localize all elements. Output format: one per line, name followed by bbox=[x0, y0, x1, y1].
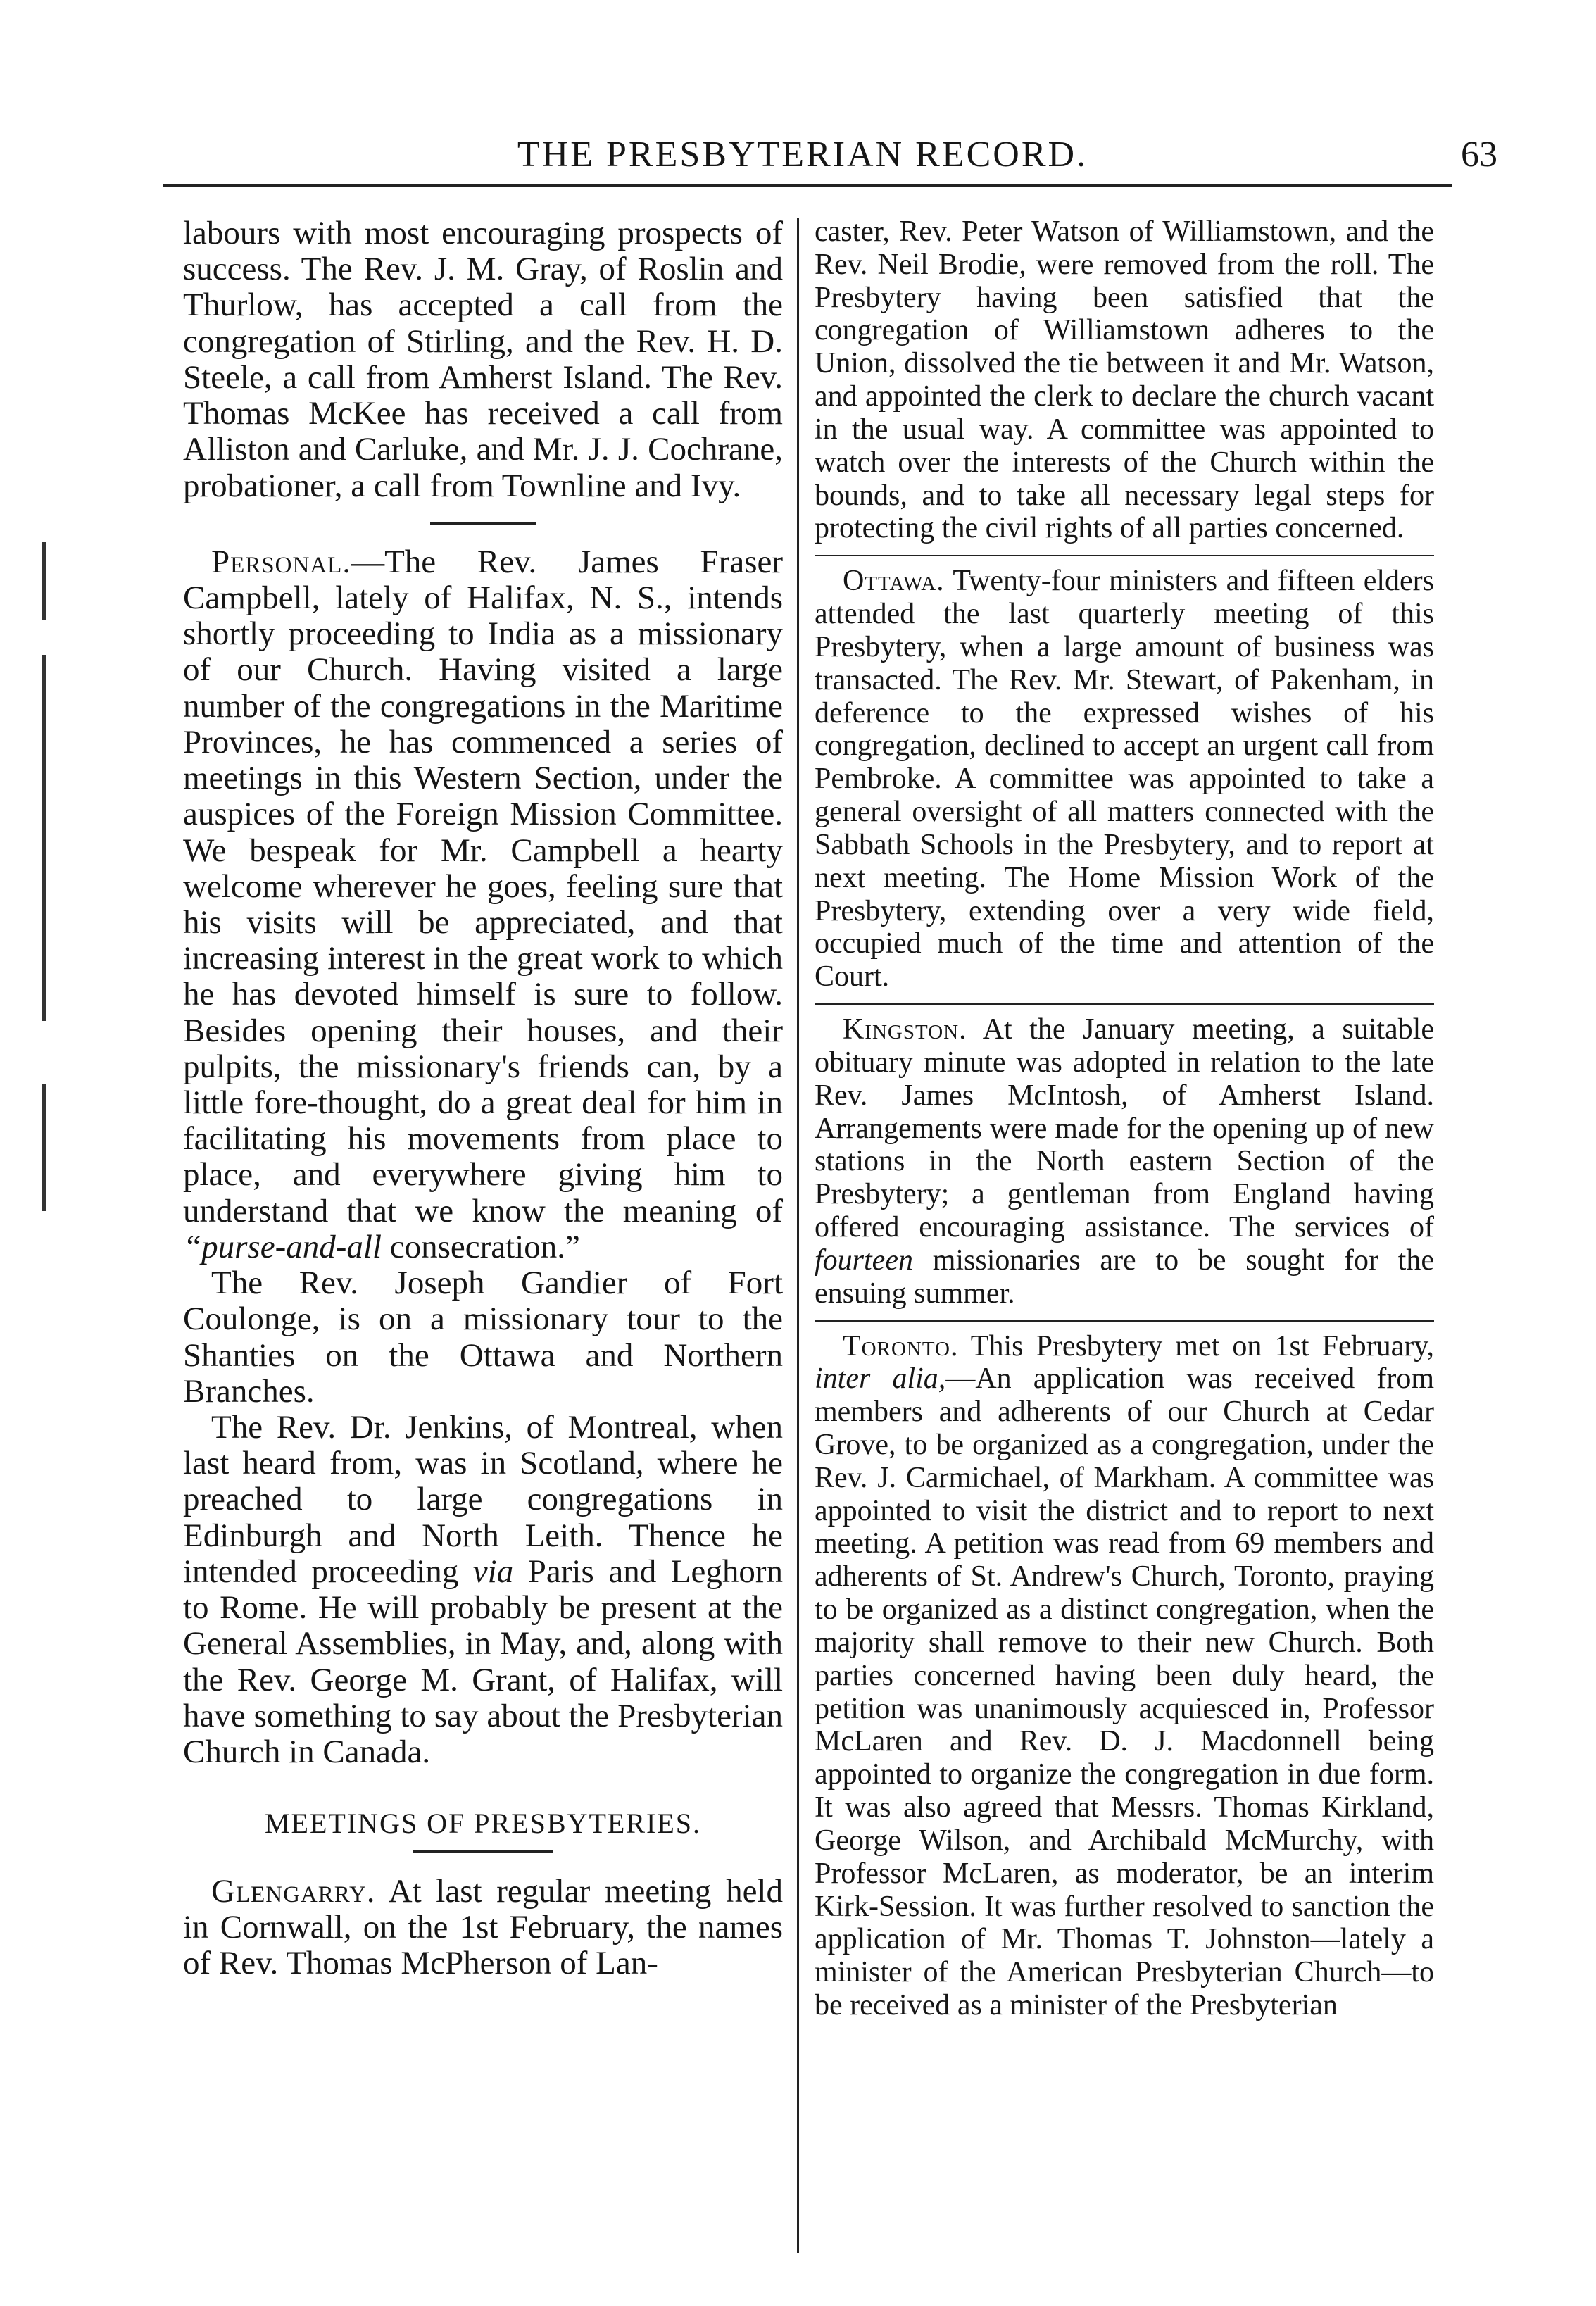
ottawa-body: Twenty-four ministers and fifteen elders attended the last quarterly meeting of this Presbytery, when a large amount of business was transacted. The Rev. Mr. Stewart, of Pakenham, in deference to the expressed wishes of his congregation, declined to accept an urgent call from Pembroke. A committee was appointed to take a general oversight of all matters connected with the Sabbath Schools in the Presbytery, and to report at next meeting. The Home Mission Work of the Presbytery, extending over a very wide field, occupied much of the time and attention of the Court. bbox=[815, 565, 1434, 994]
running-head: THE PRESBYTERIAN RECORD. bbox=[517, 134, 1088, 175]
kingston-body-2: missionaries are to be sought for the ensuing summer. bbox=[815, 1243, 1434, 1310]
personal-body: —The Rev. James Fraser Campbell, lately of Halifax, N. S., intends shortly proceeding to India as a missionary of our Church. Having visited a large number of the congregations in the Maritime Provinces, he has commenced a series of meetings in this Western Section, under the auspices of the Foreign Mission Committee. We bespeak for Mr. Campbell a hearty welcome wherever he goes, feeling sure that his visits will be appreciated, and that increasing interest in the great work to which he has devoted himself is sure to follow. Besides opening their houses, and their pulpits, the missionary's friends can, by a little fore-thought, do a great deal for him in facilitating his movements from place to place, and everywhere giving him to understand that we know the meaning of bbox=[183, 543, 783, 1229]
margin-scan-mark bbox=[42, 1084, 46, 1211]
paragraph-calls: labours with most encouraging prospects of success. The Rev. J. M. Gray, of Roslin and Thurlow, has accepted a call from the congregation of Stirling, and the Rev. H. D. Steele, a call from Amherst Island. The Rev. Thomas McKee has received a call from Alliston and Carluke, and Mr. J. J. Cochrane, probationer, a call from Townline and Ivy. bbox=[183, 215, 783, 504]
toronto-body-1: This Presbytery met on 1st February, bbox=[958, 1329, 1434, 1362]
paragraph-personal bbox=[183, 544, 783, 1265]
toronto-body-2: —An application was received from members and adherents of our Church at Cedar Grove, to be organized as a congregation, under the Rev. J. Carmichael, of Markham. A committee was appointed to visit the district and to report to next meeting. A petition was read from 69 members and adherents of St. Andrew's Church, Toronto, praying to be organized as a distinct congregation, when the majority shall remove to their new Church. Both parties concerned having been duly heard, the petition was unanimously acquiesced in, Professor McLaren and Rev. D. J. Macdonnell being appointed to organize the congregation in due form. It was also agreed that Messrs. Thomas Kirkland, George Wilson, and Archibald McMurchy, with Professor McLaren, as moderator, be an interim Kirk-Session. It was further resolved to sanction the application of Mr. Thomas T. Johnston—lately a minister of the American Presbyterian Church—to be received as a minister of the Presbyterian bbox=[815, 1362, 1434, 2022]
kingston-lead: Kingston. bbox=[843, 1013, 967, 1046]
column-divider bbox=[797, 218, 799, 2253]
item-rule bbox=[815, 1320, 1434, 1322]
personal-lead: Personal. bbox=[211, 543, 352, 580]
paragraph-toronto bbox=[815, 1330, 1434, 2022]
section-heading: MEETINGS OF PRESBYTERIES. bbox=[264, 1807, 702, 1840]
glengarry-body: At last regular meeting held in Cornwall, on the 1st February, the names of Rev. Thomas McPherson of Lan- bbox=[183, 1872, 783, 1982]
paragraph-ottawa bbox=[815, 565, 1434, 994]
jenkins-italic: via bbox=[472, 1553, 514, 1590]
paragraph-glengarry-cont: caster, Rev. Peter Watson of Williamstown, and the Rev. Neil Brodie, were removed from the roll. The Presbytery having been satisfied that the congregation of Williamstown adheres to the Union, dissolved the tie between it and Mr. Watson, and appointed the clerk to declare the church vacant in the usual way. A committee was appointed to watch over the interests of the Church within the bounds, and to take all necessary legal steps for protecting the civil rights of all parties concerned. bbox=[815, 215, 1434, 545]
paragraph-gandier: The Rev. Joseph Gandier of Fort Coulonge, is on a missionary tour to the Shanties on the Ottawa and Northern Branches. bbox=[183, 1265, 783, 1410]
left-column bbox=[183, 215, 783, 1981]
item-rule bbox=[815, 1003, 1434, 1005]
paragraph-kingston bbox=[815, 1013, 1434, 1310]
kingston-italic: fourteen bbox=[815, 1243, 913, 1277]
right-column bbox=[815, 215, 1434, 2022]
paragraph-jenkins bbox=[183, 1410, 783, 1770]
header-rule bbox=[163, 184, 1452, 187]
paragraph-glengarry bbox=[183, 1874, 783, 1982]
personal-italic: “purse-and-all bbox=[183, 1228, 382, 1265]
jenkins-text-1: The Rev. Dr. Jenkins, of Montreal, when last heard from, was in Scotland, where he preached to large congregations in Edinburgh and North Leith. Thence he intended proceeding bbox=[183, 1409, 783, 1590]
personal-end: consecration.” bbox=[382, 1228, 580, 1265]
heading-rule bbox=[413, 1850, 553, 1853]
jenkins-text-2: Paris and Leghorn to Rome. He will probably be present at the General Assemblies, in May, and, along with the Rev. George M. Grant, of Halifax, will have something to say about the Presbyterian Church in Canada. bbox=[183, 1553, 783, 1770]
toronto-italic: inter alia, bbox=[815, 1362, 946, 1396]
item-rule bbox=[815, 555, 1434, 556]
section-rule bbox=[430, 522, 536, 525]
margin-scan-mark bbox=[42, 655, 46, 1021]
toronto-lead: Toronto. bbox=[843, 1329, 959, 1362]
glengarry-lead: Glengarry. bbox=[211, 1872, 376, 1910]
margin-scan-mark bbox=[42, 542, 46, 620]
kingston-body-1: At the January meeting, a suitable obituary minute was adopted in relation to the late Rev. James McIntosh, of Amherst Island. Arrangements were made for the opening up of new stations in the North eastern Section of the Presbytery; a gentleman from England having offered encouraging assistance. The services of bbox=[815, 1013, 1434, 1244]
page-number: 63 bbox=[1461, 134, 1497, 175]
ottawa-lead: Ottawa. bbox=[843, 565, 945, 598]
